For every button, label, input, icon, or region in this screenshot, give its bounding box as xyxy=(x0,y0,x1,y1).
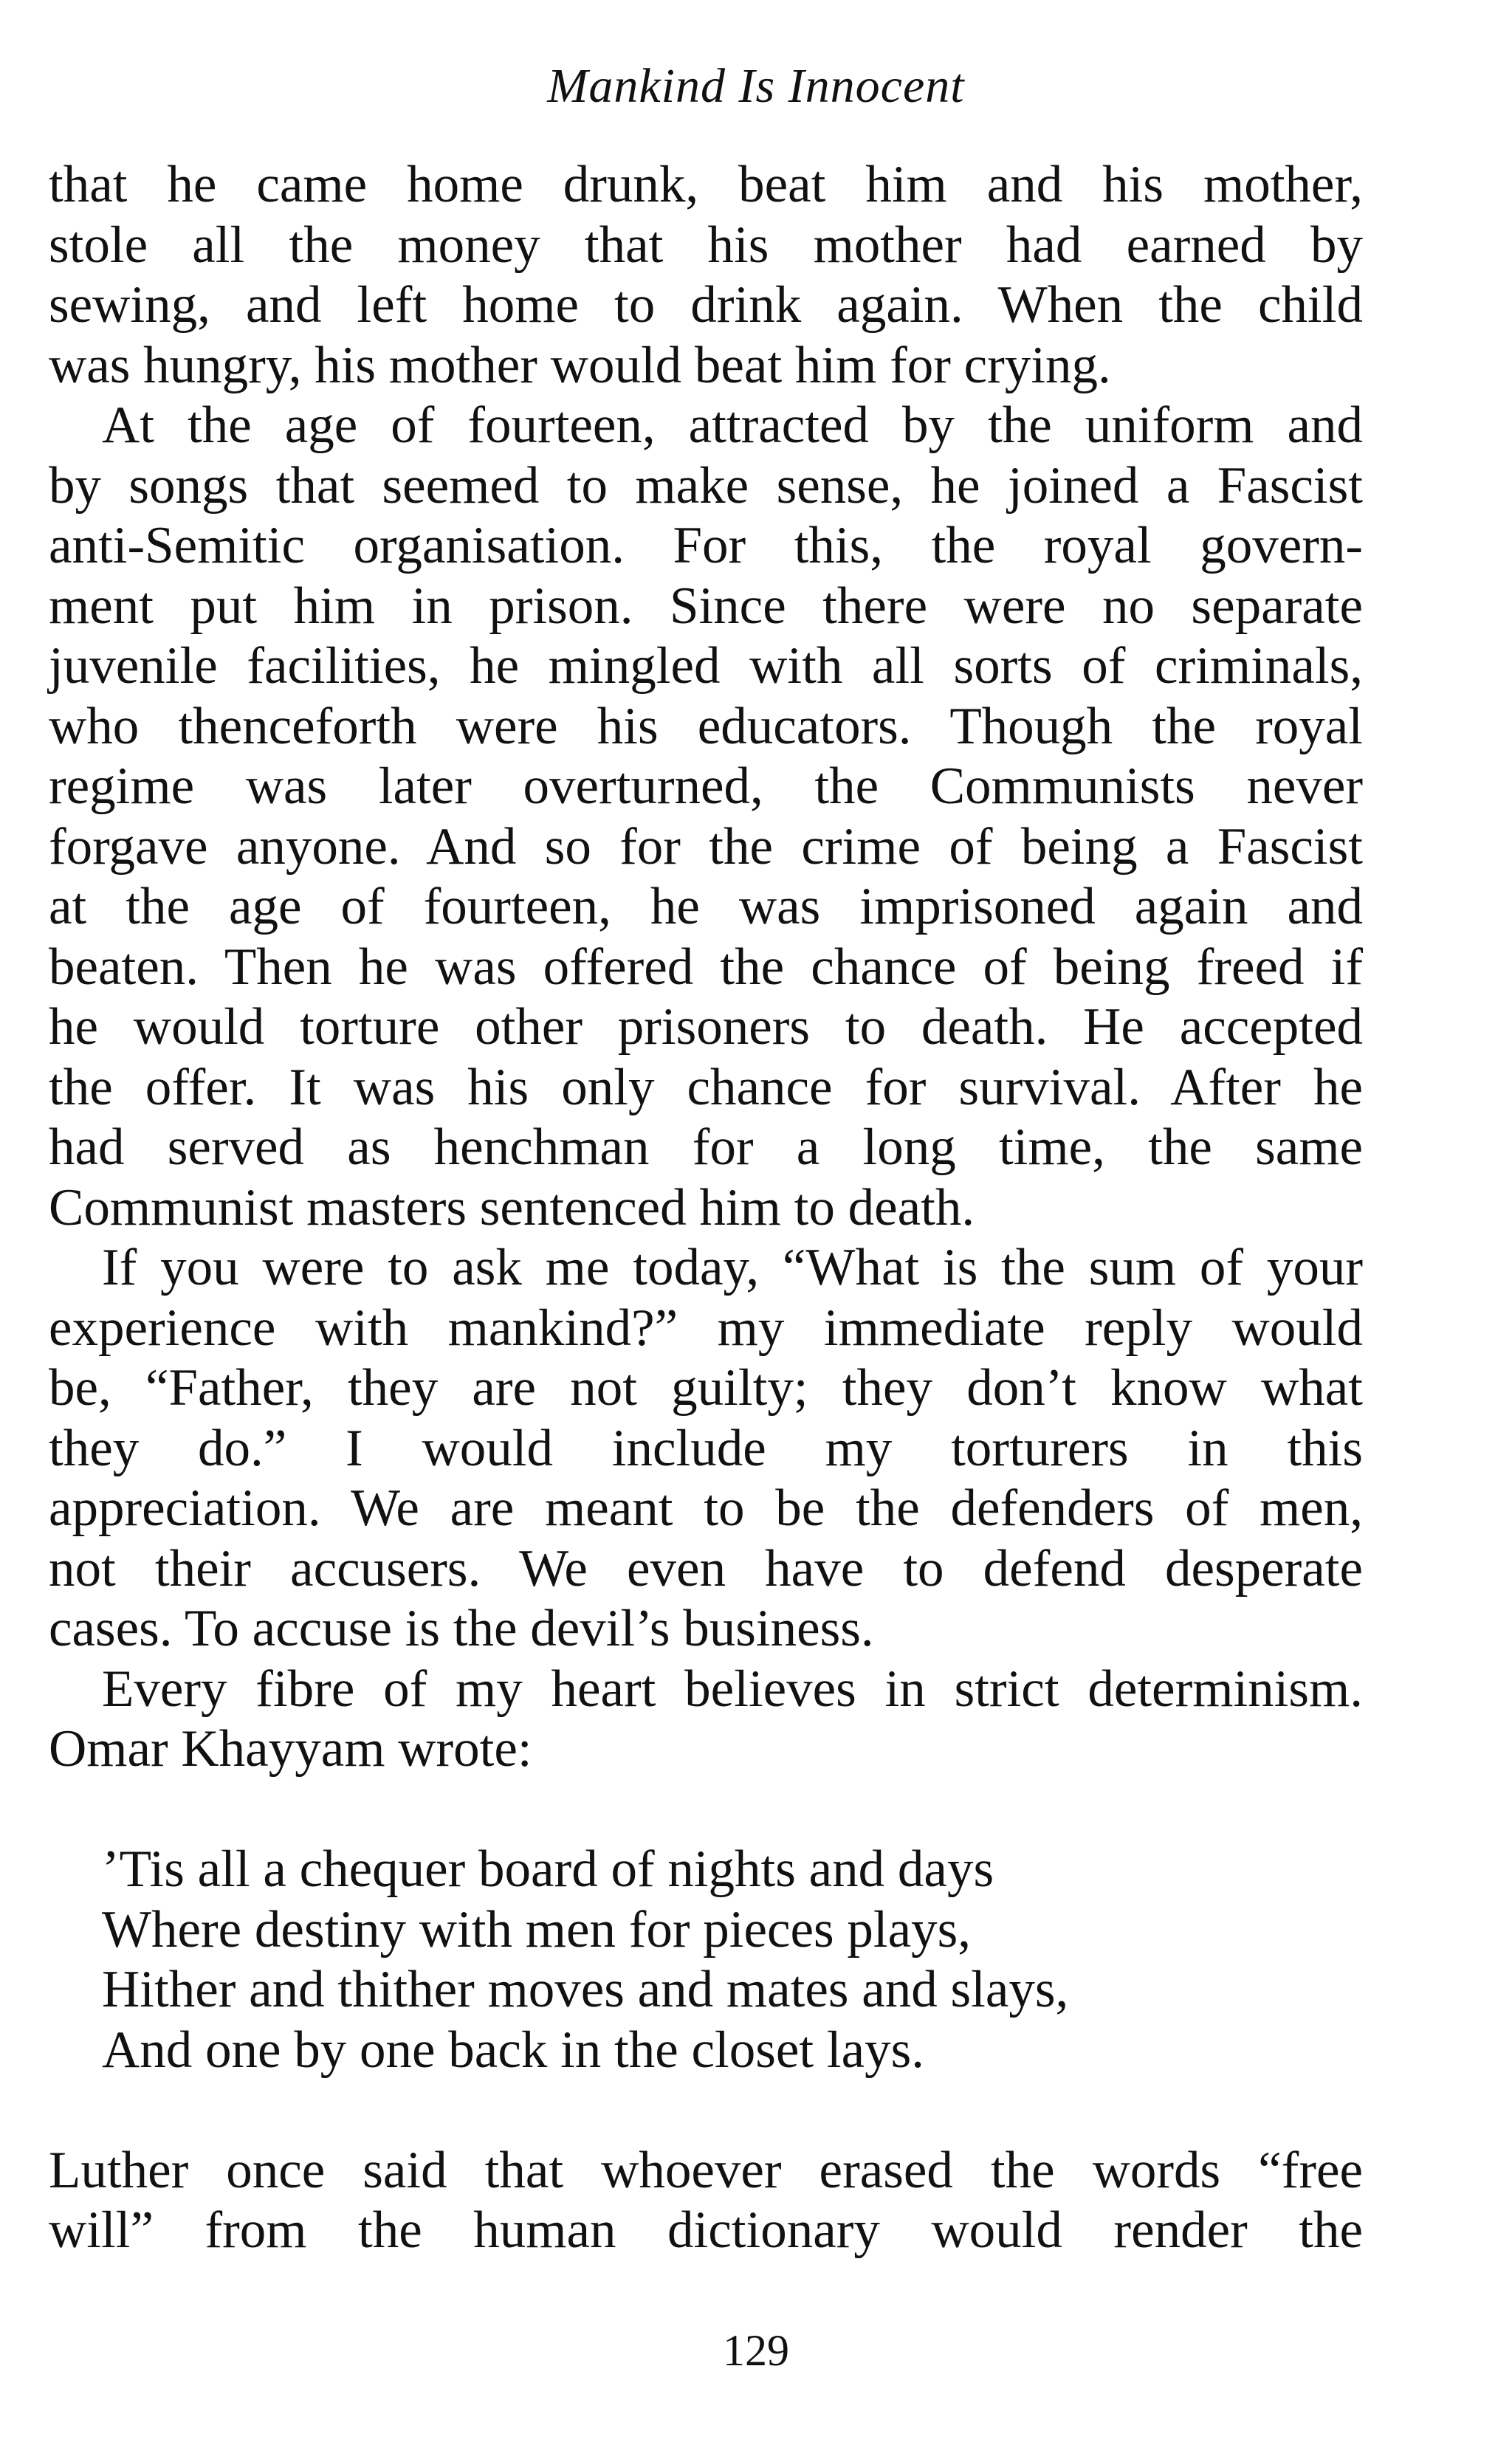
text-line: anti-Semitic organisation. For this, the royal govern- xyxy=(49,517,1363,574)
quoted-verse xyxy=(49,1840,1363,2080)
paragraph-4 xyxy=(49,1660,1363,1780)
text-line: Communist masters sentenced him to death. xyxy=(49,1178,975,1237)
text-line: cases. To accuse is the devil’s business. xyxy=(49,1600,874,1657)
paragraph-3 xyxy=(49,1238,1363,1660)
paragraph-2 xyxy=(49,396,1363,1238)
text-line: forgave anyone. And so for the crime of being a Fascist xyxy=(49,817,1363,876)
text-line: sewing, and left home to drink again. When the child xyxy=(49,276,1363,334)
text-line: Every fibre of my heart believes in strict determinism. xyxy=(102,1660,1363,1718)
text-line: that he came home drunk, beat him and his mother, xyxy=(49,156,1363,213)
text-line: experience with mankind?” my immediate reply would xyxy=(49,1299,1363,1357)
text-line: they do.” I would include my torturers in this xyxy=(49,1419,1363,1477)
verse-spacing xyxy=(49,1780,1363,1840)
text-line: will” from the human dictionary would render the xyxy=(49,2201,1363,2259)
text-line: stole all the money that his mother had earned by xyxy=(49,216,1363,274)
text-line: the offer. It was his only chance for survival. After he xyxy=(49,1058,1363,1116)
text-line: appreciation. We are meant to be the defenders of men, xyxy=(49,1479,1363,1537)
text-line: beaten. Then he was offered the chance of being freed if xyxy=(49,938,1363,996)
text-line: At the age of fourteen, attracted by the uniform and xyxy=(102,396,1363,454)
text-line: juvenile facilities, he mingled with all sorts of criminals, xyxy=(49,637,1363,695)
text-line: regime was later overturned, the Communists never xyxy=(49,757,1363,815)
verse-line: ’Tis all a chequer board of nights and days xyxy=(102,1840,994,1898)
text-line: be, “Father, they are not guilty; they don’t know what xyxy=(49,1359,1363,1417)
page-number: 129 xyxy=(723,2326,789,2375)
paragraph-5 xyxy=(49,2141,1363,2261)
body-text xyxy=(49,155,1363,2261)
text-line: not their accusers. We even have to defend desperate xyxy=(49,1539,1363,1598)
text-line: at the age of fourteen, he was imprisoned again and xyxy=(49,878,1363,935)
paragraph-1 xyxy=(49,155,1363,396)
running-head: Mankind Is Innocent xyxy=(547,59,965,113)
verse-line: Hither and thither moves and mates and slays, xyxy=(102,1961,1069,2018)
verse-spacing xyxy=(49,2080,1363,2141)
text-line: was hungry, his mother would beat him for crying. xyxy=(49,336,1111,394)
text-line: Omar Khayyam wrote: xyxy=(49,1720,532,1778)
text-line: ment put him in prison. Since there were no separate xyxy=(49,577,1363,635)
text-line: had served as henchman for a long time, the same xyxy=(49,1118,1363,1176)
verse-line: And one by one back in the closet lays. xyxy=(102,2021,925,2079)
verse-line: Where destiny with men for pieces plays, xyxy=(102,1900,972,1959)
text-line: he would torture other prisoners to death. He accepted xyxy=(49,998,1363,1056)
text-line: who thenceforth were his educators. Though the royal xyxy=(49,697,1363,755)
text-line: If you were to ask me today, “What is the sum of your xyxy=(102,1239,1363,1296)
text-line: Luther once said that whoever erased the words “free xyxy=(49,2141,1363,2199)
text-line: by songs that seemed to make sense, he joined a Fascist xyxy=(49,456,1363,515)
